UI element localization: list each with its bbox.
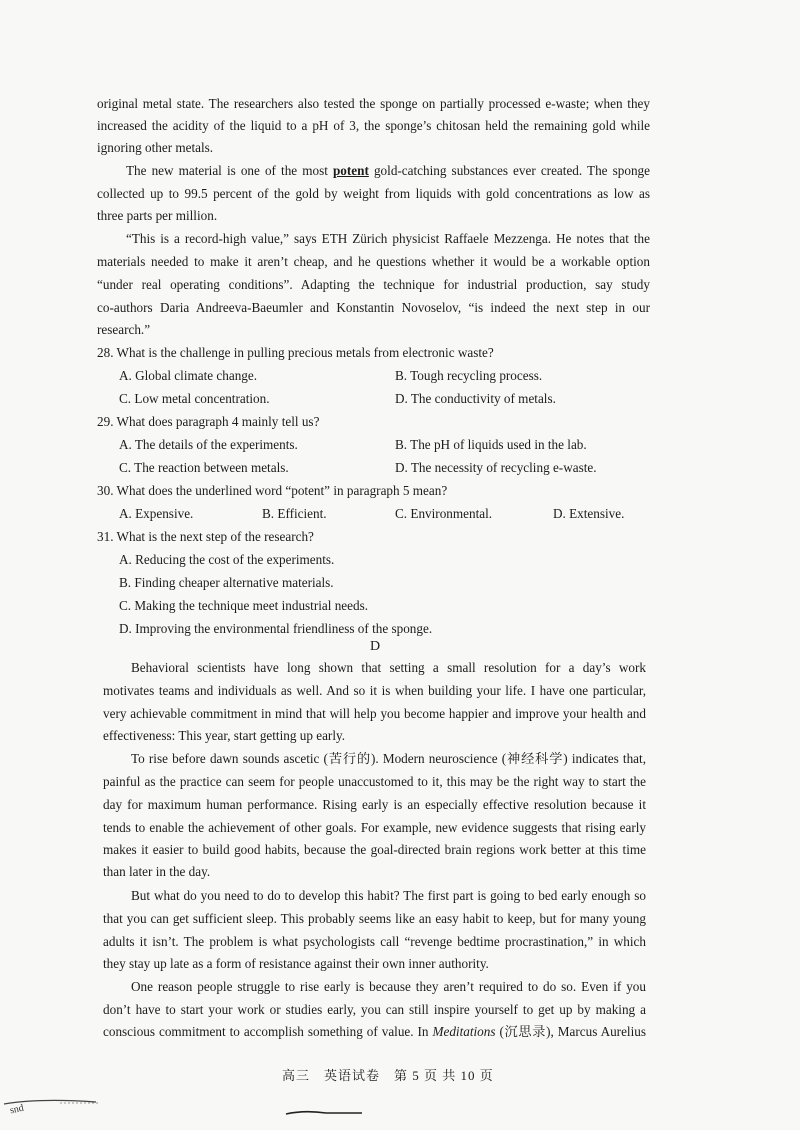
pen-stroke-bottom [284, 1108, 364, 1122]
text-span: The new material is one of the most [126, 163, 333, 178]
text-span: conscious commitment to accomplish something of value. In [103, 1024, 433, 1039]
question-29-stem: 29. What does paragraph 4 mainly tell us? [97, 414, 320, 429]
passage-d-line: motivates teams and individuals as well. And so it is when building your life. I have one particular, [103, 683, 646, 698]
page-footer: 高三 英语试卷 第 5 页 共 10 页 [282, 1068, 494, 1083]
question-28-option-b: B. Tough recycling process. [395, 368, 543, 383]
passage-d-line: adults it isn’t. The problem is what psychologists call “revenge bedtime procrastination,” in which [103, 934, 646, 949]
text-span: gold-catching substances ever created. The sponge [368, 163, 650, 178]
passage-c-line: research.” [97, 322, 151, 337]
passage-d-line: don’t have to start your work or studies early, you can still inspire yourself to get up by making a [103, 1002, 646, 1017]
passage-d-line: very achievable commitment in mind that will help you become happier and improve your health and [103, 706, 646, 721]
question-29-option-a: A. The details of the experiments. [119, 437, 298, 452]
question-28-option-c: C. Low metal concentration. [119, 391, 270, 406]
passage-c-line: increased the acidity of the liquid to a pH of 3, the sponge’s chitosan held the remaining gold while [97, 118, 650, 133]
question-31-option-b: B. Finding cheaper alternative materials. [119, 575, 334, 590]
question-28-option-d: D. The conductivity of metals. [395, 391, 556, 406]
passage-d-line: One reason people struggle to rise early is because they aren’t required to do so. Even if you [131, 979, 646, 994]
question-30-option-d: D. Extensive. [553, 506, 625, 521]
question-30-option-a: A. Expensive. [119, 506, 194, 521]
question-28-stem: 28. What is the challenge in pulling precious metals from electronic waste? [97, 345, 494, 360]
passage-d-line: To rise before dawn sounds ascetic (苦行的). Modern neuroscience (神经科学) indicates that, [131, 751, 646, 766]
passage-c-line: co-authors Daria Andreeva-Baeumler and Konstantin Novoselov, “is indeed the next step in our [97, 300, 650, 315]
passage-d-line: they stay up late as a form of resistance against their own inner authority. [103, 956, 489, 971]
question-31-option-d: D. Improving the environmental friendliness of the sponge. [119, 621, 433, 636]
question-29-option-c: C. The reaction between metals. [119, 460, 289, 475]
underlined-word-potent: potent [332, 163, 369, 178]
pen-stroke-left [0, 1090, 110, 1120]
passage-d-line: than later in the day. [103, 864, 211, 879]
question-29-option-b: B. The pH of liquids used in the lab. [395, 437, 587, 452]
question-31-stem: 31. What is the next step of the research? [97, 529, 314, 544]
passage-d-line: tends to enable the achievement of other goals. For example, new evidence suggests that rising early [103, 820, 646, 835]
passage-d-heading: D [370, 639, 381, 654]
passage-d-line: effectiveness: This year, start getting up early. [103, 728, 346, 743]
passage-d-line: day for maximum human performance. Rising early is an especially effective resolution because it [103, 797, 646, 812]
passage-d-line: makes it easier to build good habits, because the goal-directed brain regions work better at this time [103, 842, 646, 857]
passage-c-line: “This is a record-high value,” says ETH Zürich physicist Raffaele Mezzenga. He notes that the [126, 231, 650, 246]
book-title-meditations: Meditations [432, 1024, 496, 1039]
passage-c-line-potent [126, 161, 650, 181]
passage-d-line: But what do you need to do to develop this habit? The first part is going to bed early enough so [131, 888, 646, 903]
question-28-option-a: A. Global climate change. [119, 368, 258, 383]
passage-d-line: that you can get sufficient sleep. This probably seems like an easy habit to keep, but for many young [103, 911, 646, 926]
passage-c-line: original metal state. The researchers also tested the sponge on partially processed e-waste; when they [97, 96, 650, 111]
question-30-stem: 30. What does the underlined word “potent” in paragraph 5 mean? [97, 483, 448, 498]
passage-c-line: “under real operating conditions”. Adapting the technique for industrial production, say study [97, 277, 650, 292]
question-31-option-a: A. Reducing the cost of the experiments. [119, 552, 335, 567]
passage-c-line: three parts per million. [97, 208, 218, 223]
question-31-option-c: C. Making the technique meet industrial needs. [119, 598, 369, 613]
margin-scribble: snd [8, 1102, 25, 1117]
passage-c-line: materials needed to make it aren’t cheap, and he questions whether it would be a workable option [97, 254, 650, 269]
passage-d-line: Behavioral scientists have long shown that setting a small resolution for a day’s work [131, 660, 646, 675]
question-30-option-c: C. Environmental. [395, 506, 493, 521]
question-29-option-d: D. The necessity of recycling e-waste. [395, 460, 597, 475]
passage-d-line: painful as the practice can seem for people unaccustomed to it, this may be the right way to start the [103, 774, 646, 789]
question-30-option-b: B. Efficient. [262, 506, 327, 521]
passage-c-line: collected up to 99.5 percent of the gold by weight from liquids with gold concentrations as low as [97, 186, 650, 201]
text-span: (沉思录), Marcus Aurelius [495, 1024, 646, 1039]
passage-c-line: ignoring other metals. [97, 140, 214, 155]
passage-d-line-meditations [103, 1022, 646, 1042]
